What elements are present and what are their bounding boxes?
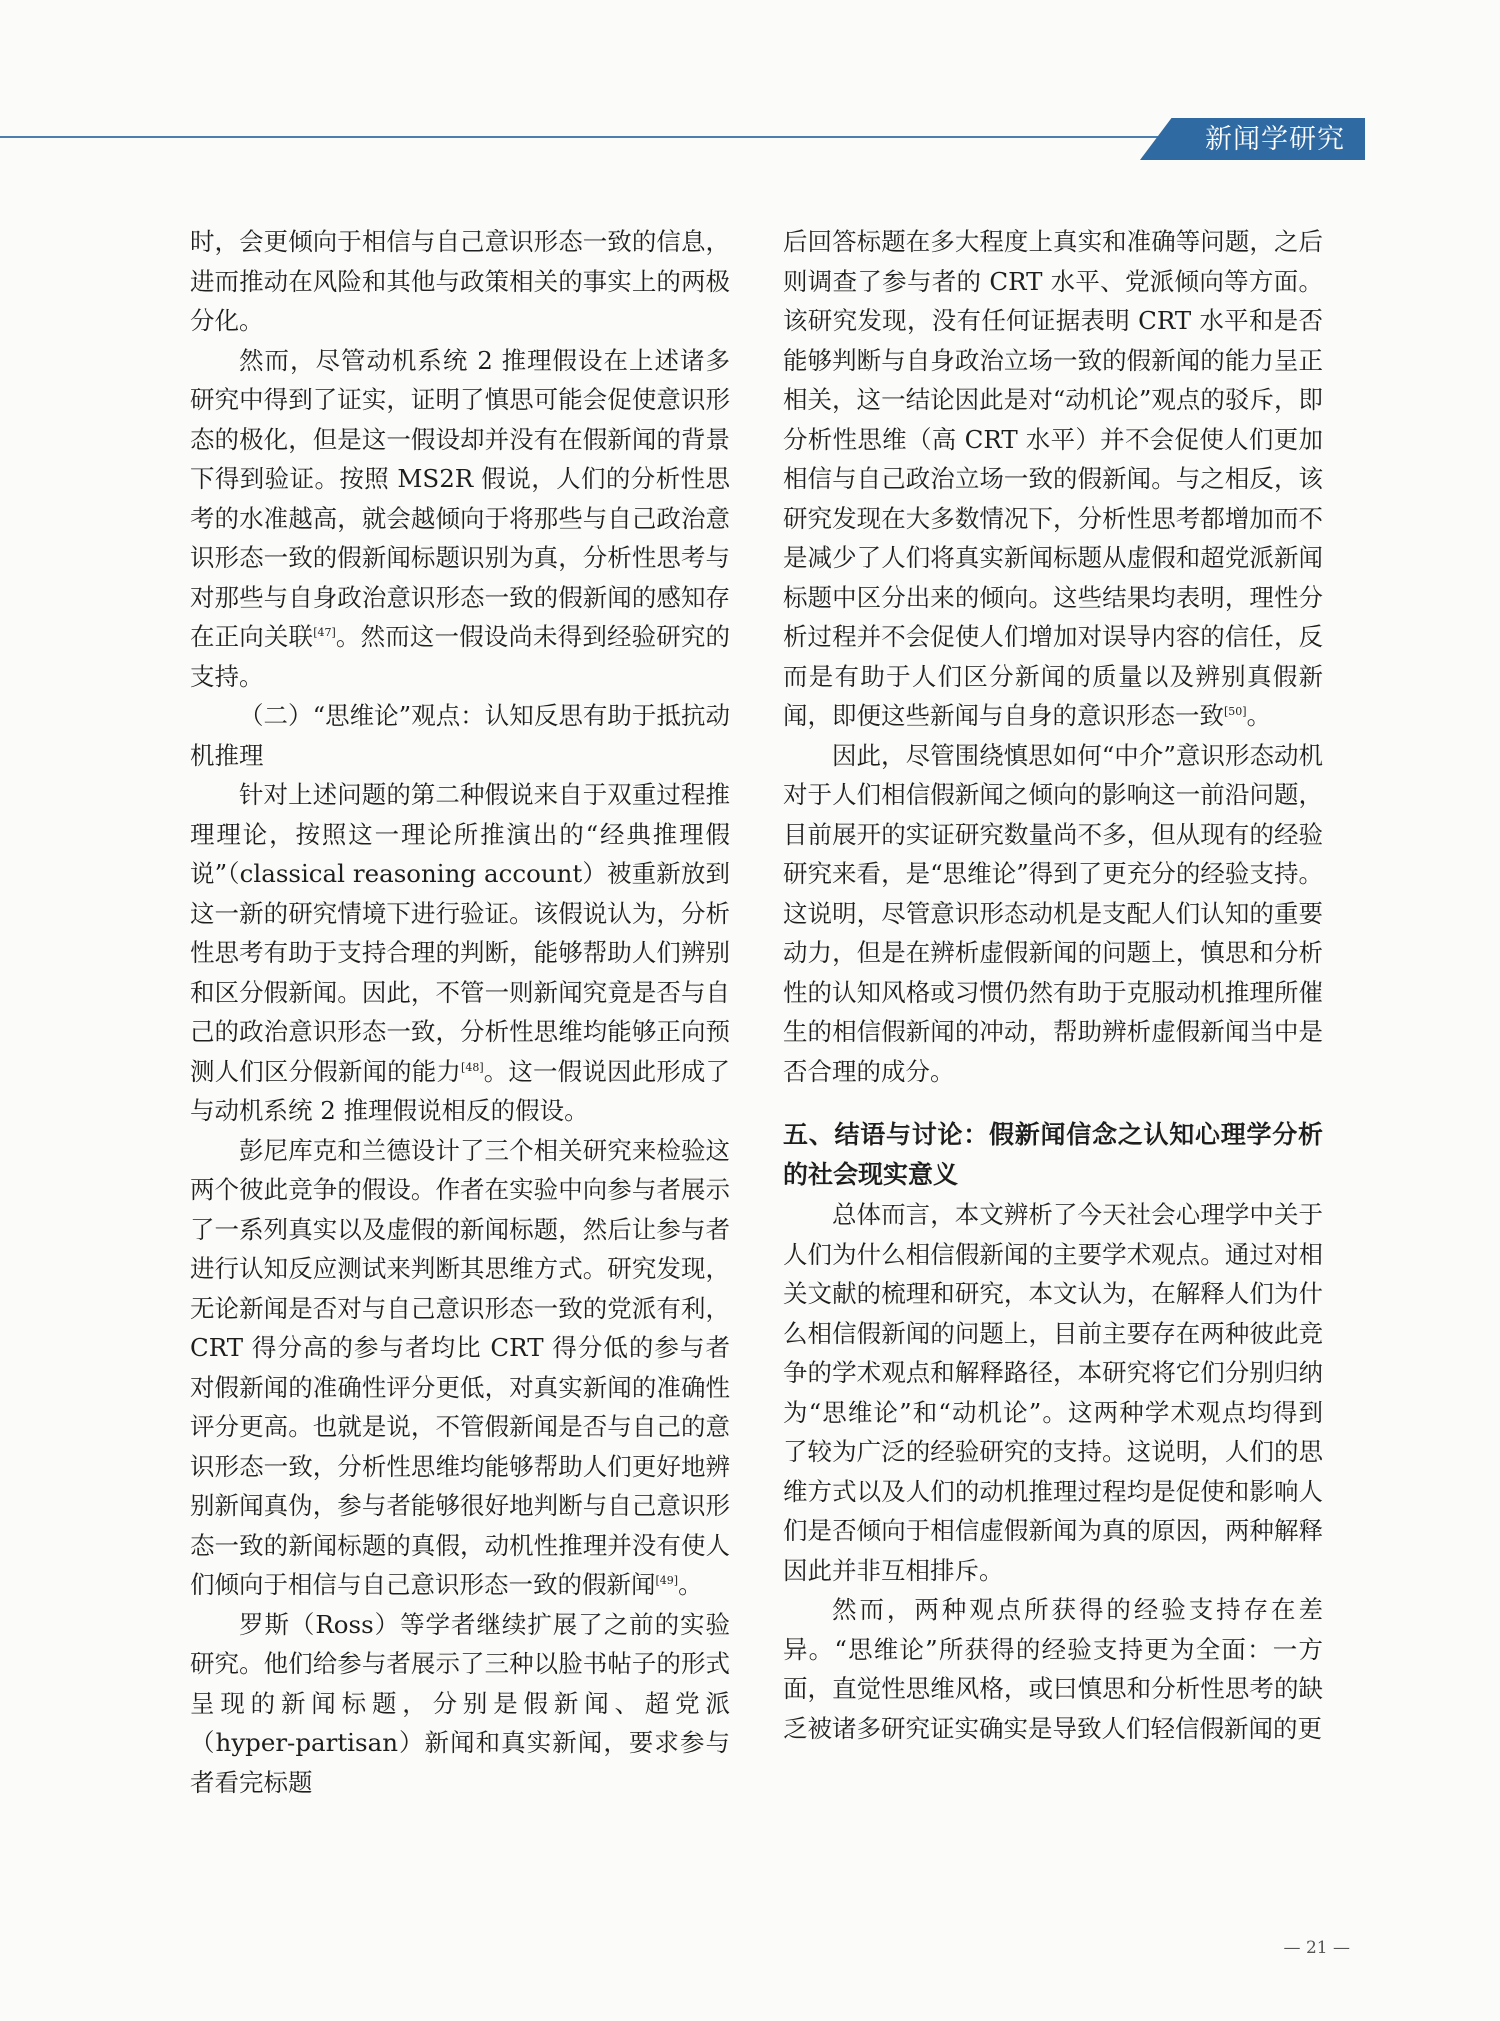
paragraph: 总体而言，本文辨析了今天社会心理学中关于人们为什么相信假新闻的主要学术观点。通过对相关文献的梳理和研究，本文认为，在解释人们为什么相信假新闻的问题上，目前主要存在两种彼此竞争的学术观点和解释路径，本研究将它们分别归纳为“思维论”和“动机论”。这两种学术观点均得到了较为广泛的经验研究的支持。这说明，人们的思维方式以及人们的动机推理过程均是促使和影响人们是否倾向于相信虚假新闻为真的原因，两种解释因此并非互相排斥。 [783,1200,1323,1585]
paragraph: 后回答标题在多大程度上真实和准确等问题，之后则调查了参与者的 CRT 水平、党派倾向等方面。该研究发现，没有任何证据表明 CRT 水平和是否能够判断与自身政治立场一致的假新闻的能力呈正相关，这一结论因此是对“动机论”观点的驳斥，即分析性思维（高 CRT 水平）并不会促使人们更加相信与自己政治立场一致的假新闻。与之相反，该研究发现在大多数情况下，分析性思考都增加而不是减少了人们将真实新闻标题从虚假和超党派新闻标题中区分出来的倾向。这些结果均表明，理性分析过程并不会促使人们增加对误导内容的信任，反而是有助于人们区分新闻的质量以及辨别真假新闻，即便这些新闻与自身的意识形态一致[50]。 [783,227,1323,730]
paragraph: 针对上述问题的第二种假说来自于双重过程推理理论，按照这一理论所推演出的“经典推理假说”（classical reasoning account）被重新放到这一新的研究情境下进行验证。该假说认为，分析性思考有助于支持合理的判断，能够帮助人们辨别和区分假新闻。因此，不管一则新闻究竟是否与自己的政治意识形态一致，分析性思维均能够正向预测人们区分假新闻的能力[48]。这一假说因此形成了与动机系统 2 推理假说相反的假设。 [190,780,731,1125]
paragraph: 然而，两种观点所获得的经验支持存在差异。“思维论”所获得的经验支持更为全面：一方面，直觉性思维风格，或曰慎思和分析性思考的缺乏被诸多研究证实确实是导致人们轻信假新闻的更 [783,1595,1323,1743]
paragraph: 罗斯（Ross）等学者继续扩展了之前的实验研究。他们给参与者展示了三种以脸书帖子的形式呈现的新闻标题，分别是假新闻、超党派（hyper-partisan）新闻和真实新闻，要求参与者看完标题 [190,1609,730,1797]
paragraph: 然而，尽管动机系统 2 推理假设在上述诸多研究中得到了证实，证明了慎思可能会促使意识形态的极化，但是这一假设却并没有在假新闻的背景下得到验证。按照 MS2R 假说，人们的分析性思考的水准越高，就会越倾向于将那些与自己政治意识形态一致的假新闻标题识别为真，分析性思考与对那些与自身政治意识形态一致的假新闻的感知存在正向关联[47]。然而这一假设尚未得到经验研究的支持。 [190,345,731,691]
paragraph: 因此，尽管围绕慎思如何“中介”意识形态动机对于人们相信假新闻之倾向的影响这一前沿问题，目前展开的实证研究数量尚不多，但从现有的经验研究来看，是“思维论”得到了更充分的经验支持。这说明，尽管意识形态动机是支配人们认知的重要动力，但是在辨析虚假新闻的问题上，慎思和分析性的认知风格或习惯仍然有助于克服动机推理所催生的相信假新闻的冲动，帮助辨析虚假新闻当中是否合理的成分。 [783,740,1323,1086]
citation-ref: [49] [655,1573,679,1587]
citation-ref: [50] [1224,704,1247,718]
citation-ref: [48] [461,1060,484,1074]
paragraph: 时，会更倾向于相信与自己意识形态一致的信息，进而推动在风险和其他与政策相关的事实上的两极分化。 [190,227,730,335]
paragraph: 彭尼库克和兰德设计了三个相关研究来检验这两个彼此竞争的假设。作者在实验中向参与者展示了一系列真实以及虚假的新闻标题，然后让参与者进行认知反应测试来判断其思维方式。研究发现，无论新闻是否对与自己意识形态一致的党派有利，CRT 得分高的参与者均比 CRT 得分低的参与者对假新闻的准确性评分更低，对真实新闻的准确性评分更高。也就是说，不管假新闻是否与自己的意识形态一致，分析性思维均能够帮助人们更好地辨别新闻真伪，参与者能够很好地判断与自己意识形态一致的新闻标题的真假，动机性推理并没有使人们倾向于相信与自己意识形态一致的假新闻[49]。 [190,1135,730,1599]
page-number: — 21 — [1283,1938,1350,1958]
subsection-heading: （二）“思维论”观点：认知反思有助于抵抗动机推理 [190,701,730,770]
section-heading: 五、结语与讨论：假新闻信念之认知心理学分析的社会现实意义 [783,1120,1323,1189]
citation-ref: [47] [313,625,336,639]
header-rule [0,136,1160,138]
journal-section-label: 新闻学研究 [1205,124,1345,155]
right-column [783,222,1323,1748]
left-column [190,222,730,1802]
